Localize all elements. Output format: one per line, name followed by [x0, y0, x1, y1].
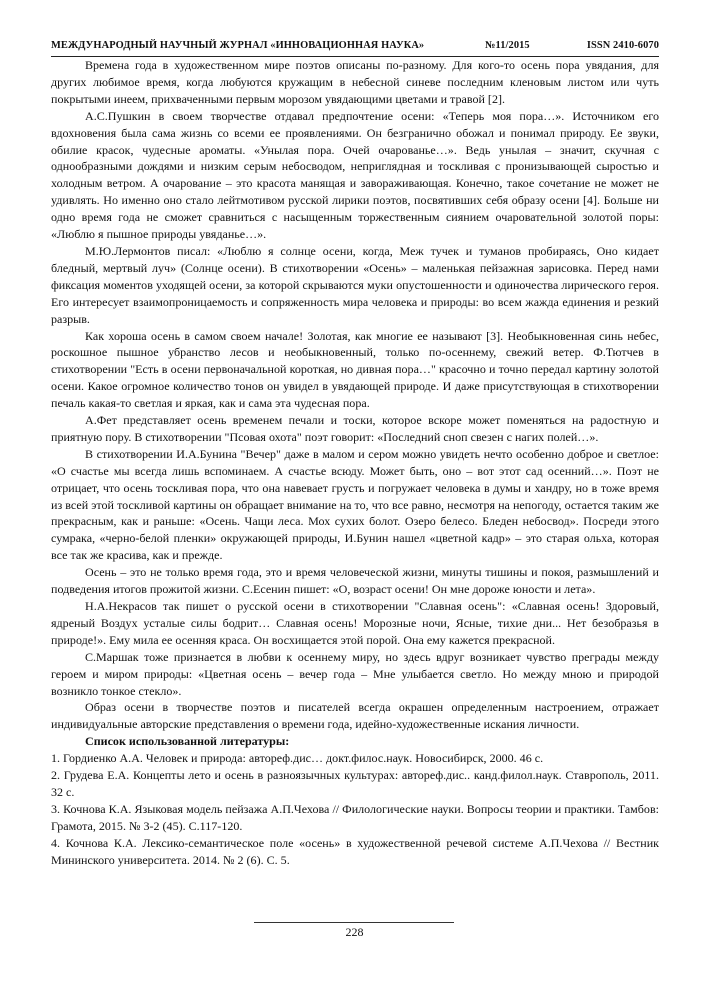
- paragraph: Осень – это не только время года, это и время человеческой жизни, минуты тишины и покоя, размышлений и подведения итогов прожитой жизни. С.Есенин пишет: «О, возраст осени! Он мне дороже юности и лета».: [51, 565, 659, 597]
- reference-item: 2. Грудева Е.А. Концепты лето и осень в разноязычных культурах: автореф.дис.. канд.филол.наук. Ставрополь, 2011. 32 с.: [51, 768, 659, 799]
- paragraph: А.Фет представляет осень временем печали и тоски, которое вскоре может поменяться на радостную и приятную пору. В стихотворении "Псовая охота" поэт говорит: «Последний сноп свезен с нагих полей…».: [51, 413, 659, 444]
- paragraph: В стихотворении И.А.Бунина "Вечер" даже в малом и сером можно увидеть нечто особенно доброе и светлое: «О счастье мы всегда лишь вспоминаем. А счастье всюду. Может быть, оно – вот этот сад осенний…». Поэт не отрицает, что осень тоскливая пора, что она навевает грусть и погружает человека в думы и хандру, но в тоже время из всей этой тоскливой картины он обращает внимание на то, что все равно, несмотря на непогоду, остается таким же прекрасным, как и раньше: «Осень. Чащи леса. Мох сухих болот. Озеро белесо. Бледен небосвод». Посреди этого сумрака, «черно-белой пленки» окружающей природы, И.Бунин нашел «цветной кадр» – это старая ольха, которая все так же красива, как и прежде.: [51, 446, 659, 563]
- journal-title: МЕЖДУНАРОДНЫЙ НАУЧНЫЙ ЖУРНАЛ «ИННОВАЦИОННАЯ НАУКА»: [51, 40, 425, 51]
- reference-item: 3. Кочнова К.А. Языковая модель пейзажа А.П.Чехова // Филологические науки. Вопросы теории и практики. Тамбов: Грамота, 2015. № 3-2 (45). С.117-120.: [51, 801, 659, 833]
- paragraph: Образ осени в творчестве поэтов и писателей всегда окрашен определенным настроением, отражает индивидуальные авторские представления о времени года, идейно-художественные искания личности.: [51, 700, 659, 732]
- paragraph: Н.А.Некрасов так пишет о русской осени в стихотворении "Славная осень": «Славная осень! Здоровый, ядреный Воздух усталые силы бодрит… Славная осень! Морозные ночи, Ясные, тихие дни... Нет безобразья в природе!». Ему мила ее осенняя краса. Он восхищается этой порой. Она ему кажется прекрасной.: [51, 599, 659, 647]
- reference-item: 4. Кочнова К.А. Лексико-семантическое поле «осень» в художественной речевой системе А.П.Чехова // Вестник Мининского университета. 2014. № 2 (6). С. 5.: [51, 835, 659, 867]
- issue-number: №11/2015: [485, 40, 530, 51]
- paragraph: А.С.Пушкин в своем творчестве отдавал предпочтение осени: «Теперь моя пора…». Источником его вдохновения была сама жизнь со всеми ее проявлениями. Он безгранично обожал и понимал природу. Ее звуки, обилие красок, чудесные ароматы. «Унылая пора. Очей очарованье…». Ведь унылая – значит, скучная с однообразными дождями и низким серым небосводом, непригляднaя и тоскливая с пронизывающей сыростью и холодным ветром. А очарование – это красота манящая и завораживающая. Конечно, такое сочетание не может не удивлять. Но именно оно стало лейтмотивом русской лирики поэтов, посвятивших себя образу осени [4]. Больше ни одно время года не сможет сравниться с насыщенным торжественным сиянием очаровательной золотой поры: «Люблю я пышное природы увяданье…».: [51, 108, 659, 242]
- paragraph: Как хороша осень в самом своем начале! Золотая, как многие ее называют [3]. Необыкновенная синь небес, роскошное пышное убранство лесов и необыкновенный, только по-осеннему, свежий ветер. Ф.Тютчев в стихотворении "Есть в осени первоначальной короткая, но дивная пора…" красочно и точно передал картину золотой осени. Какое огромное количество тонов он увидел в увядающей природе. И даже присутствующая в стихотворении печаль какая-то светлая и яркая, как и сама эта чудесная пора.: [51, 328, 659, 411]
- footer-divider: [254, 922, 454, 923]
- paragraph: Времена года в художественном мире поэтов описаны по-разному. Для кого-то осень пора увядания, для других любимое время, когда любуются кружащим в небесной синеве последним кленовым листом или чуть покрытыми инеем, прихваченными первым морозом увядающими цветами и травой [2].: [51, 58, 659, 106]
- reference-item: 1. Гордиенко А.А. Человек и природа: автореф.дис… докт.филос.наук. Новосибирск, 2000. 46 с.: [51, 751, 544, 766]
- issn: ISSN 2410-6070: [586, 40, 659, 51]
- paragraph: С.Маршак тоже признается в любви к осеннему миру, но здесь вдруг возникает чувство преграды между героем и миром природы: «Цветная осень – вечер года – Мне улыбается светло. Но между мною и природой возникло тонкое стекло».: [51, 649, 659, 698]
- paragraph: М.Ю.Лермонтов писал: «Люблю я солнце осени, когда, Меж тучек и туманов пробираясь, Оно кидает бледный, мертвый луч» (Солнце осени). В стихотворении «Осень» – маленькая пейзажная зарисовка. Перед нами фиксация моментов уходящей осени, за которой скрываются муки опустошенности и одиночества лирического героя. Его интересует взаимопроницаемость и сопряженность мира человека и природы: во всем жажда единения и резкий разрыв.: [51, 243, 659, 326]
- journal-header: [51, 40, 659, 57]
- references-title: Список использованной литературы:: [85, 734, 290, 749]
- article-body: [51, 57, 659, 869]
- page-number: 228: [345, 925, 364, 939]
